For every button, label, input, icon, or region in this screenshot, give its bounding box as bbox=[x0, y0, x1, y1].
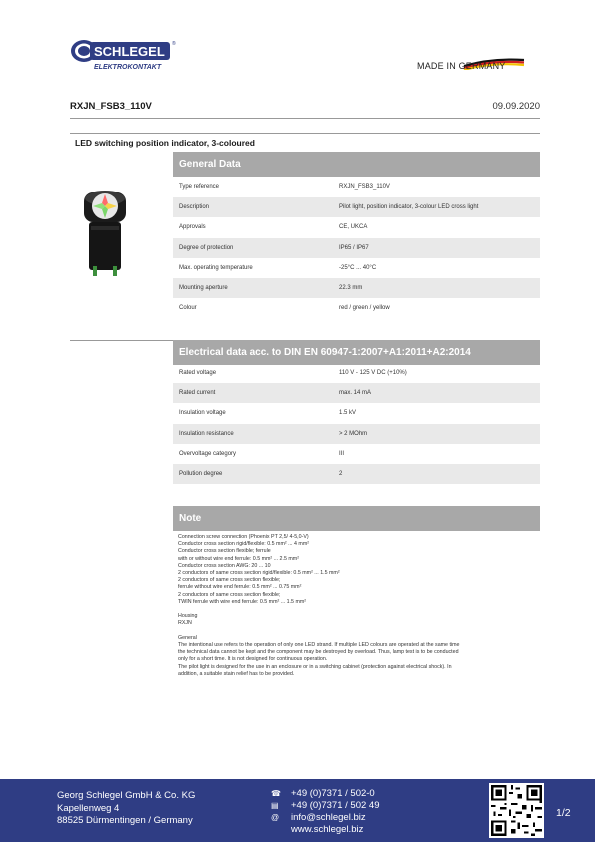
page-number: 1/2 bbox=[556, 807, 571, 819]
city: 88525 Dürmentingen / Germany bbox=[57, 815, 193, 826]
company-address bbox=[57, 790, 195, 828]
note-text: Connection screw connection (Phoenix PT 2,5/ 4-5,0-V) Conductor cross section rigid/flexible: 0.5 mm² ... 4 mm² Conductor cross section flexible; ferrule with or without wire end ferrule: 0.5 mm² ... 2.5 mm² Conductor cross section AWG: 20 ... 10 2 conductors of same cross section rigid/flexible: 0.5 mm² ... 1.5 mm² 2 conductors of same cross section flexible; ferrule without wire end ferrule: 0.5 mm² ... 0.75 mm² 2 conductors of same cross section flexible; TWIN ferrule with wire end ferrule: 0.5 mm² ... 1.5 mm² Housing RXJN General The intentional use refers to the operation of only one LED strand. If multiple LED colours are operated at the same time the technical data cannot be kept and the component may be destroyed by overload. Thus, lamp test is to be conducted only for a short time. It is not designed for continuous operation. The pilot light is designed for the use in an enclosure or in a switching cabinet (protection against electrical shock). In addition, a suitable stain relief has to be provided. bbox=[178, 534, 460, 677]
table-row: Degree of protection IP65 / IP67 bbox=[173, 238, 540, 258]
schlegel-logo bbox=[70, 38, 180, 72]
website-link[interactable]: www.schlegel.biz bbox=[291, 824, 364, 835]
part-number: RXJN_FSB3_110V bbox=[70, 101, 152, 112]
table-row: Description Pilot light, position indicator, 3-colour LED cross light bbox=[173, 197, 540, 217]
fax: +49 (0)7371 / 502 49 bbox=[291, 800, 380, 811]
note-header: Note bbox=[173, 506, 540, 531]
qr-code[interactable] bbox=[489, 783, 544, 838]
table-row: Insulation voltage 1.5 kV bbox=[179, 410, 357, 417]
pilot-light-image bbox=[80, 188, 130, 280]
table-row: Rated voltage 110 V - 125 V DC (+10%) bbox=[179, 370, 407, 377]
product-subtitle: LED switching position indicator, 3-coloured bbox=[75, 138, 255, 148]
electrical-data-table bbox=[173, 363, 540, 484]
table-row: Insulation resistance > 2 MOhm bbox=[173, 424, 540, 444]
document-date: 09.09.2020 bbox=[492, 101, 540, 112]
table-row: Pollution degree 2 bbox=[173, 464, 540, 484]
divider bbox=[70, 118, 540, 119]
email-icon: @ bbox=[271, 813, 280, 822]
contact-info bbox=[271, 788, 379, 836]
brand-sub: ELEKTROKONTAKT bbox=[94, 64, 162, 71]
footer bbox=[0, 779, 595, 842]
phone-icon: ☎ bbox=[271, 789, 281, 798]
divider bbox=[70, 133, 540, 134]
email-link[interactable]: info@schlegel.biz bbox=[291, 812, 366, 823]
table-row: Colour red / green / yellow bbox=[179, 305, 390, 312]
table-row: Overvoltage category III bbox=[179, 450, 345, 457]
svg-text:®: ® bbox=[172, 41, 176, 47]
company-name: Georg Schlegel GmbH & Co. KG bbox=[57, 790, 196, 801]
electrical-data-header: Electrical data acc. to DIN EN 60947-1:2007+A1:2011+A2:2014 bbox=[173, 340, 540, 365]
street: Kapellenweg 4 bbox=[57, 802, 120, 814]
general-data-header: General Data bbox=[173, 152, 540, 177]
phone[interactable]: +49 (0)7371 / 502-0 bbox=[291, 788, 375, 799]
general-data-table bbox=[173, 177, 540, 318]
fax-icon: ▤ bbox=[271, 801, 279, 810]
table-row: Mounting aperture 22.3 mm bbox=[173, 278, 540, 298]
brand-name: SCHLEGEL bbox=[94, 44, 165, 59]
table-row: Rated current max. 14 mA bbox=[173, 383, 540, 403]
table-row: Approvals CE, UKCA bbox=[179, 224, 368, 231]
made-in-label: MADE IN GERMANY bbox=[417, 61, 506, 71]
table-row: Max. operating temperature -25°C ... 40°C bbox=[179, 264, 377, 271]
table-row: Type reference RXJN_FSB3_110V bbox=[179, 184, 390, 191]
